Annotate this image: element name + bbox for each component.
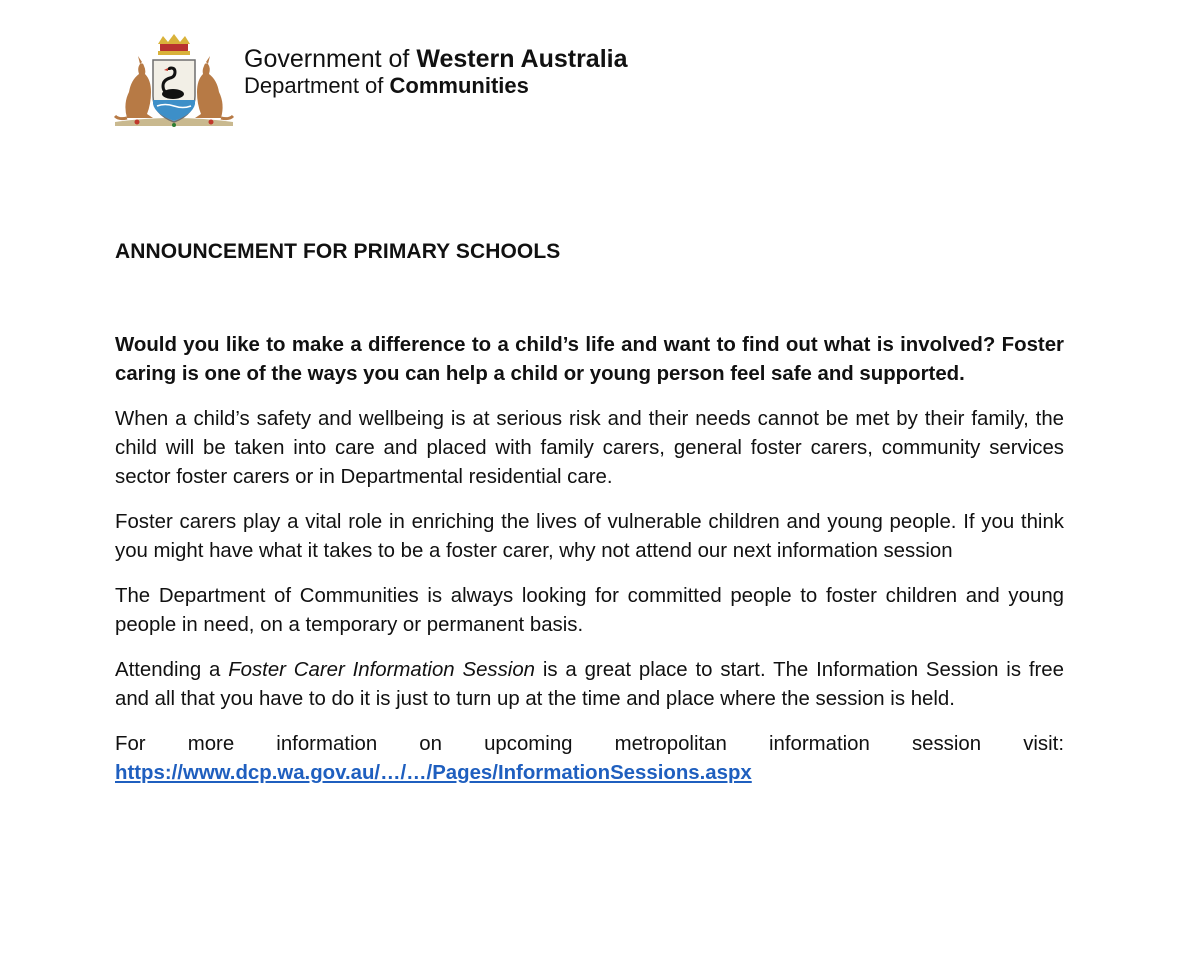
department-prefix: Department of (244, 73, 384, 98)
more-info-text: For more information on upcoming metropolitan information session visit: (115, 733, 1064, 755)
info-session-text-after: is a great place to start. The Information Session is free and all that you have to do it is just to turn up at the time and place where the session is held. (115, 659, 1064, 710)
document-title: ANNOUNCEMENT FOR PRIMARY SCHOOLS (115, 240, 561, 263)
paragraph-more-info (115, 730, 1064, 788)
document-body (115, 331, 1064, 804)
organisation-name (244, 46, 628, 98)
coat-of-arms-icon (113, 34, 235, 130)
lead-paragraph: Would you like to make a difference to a child’s life and want to find out what is involved? Foster caring is one of the ways you can help a child or young person feel safe and supported. (115, 334, 1064, 385)
paragraph-foster-role: Foster carers play a vital role in enriching the lives of vulnerable children and young people. If you think you might have what it takes to be a foster carer, why not attend our next information session (115, 511, 1064, 562)
department-name: Communities (389, 73, 529, 98)
info-sessions-link[interactable]: https://www.dcp.wa.gov.au/…/…/Pages/InformationSessions.aspx (115, 762, 752, 784)
paragraph-care-placement: When a child’s safety and wellbeing is at serious risk and their needs cannot be met by their family, the child will be taken into care and placed with family carers, general foster carers, community services sector foster carers or in Departmental residential care. (115, 408, 1064, 488)
info-session-text-before: Attending a (115, 659, 229, 681)
letterhead (113, 34, 673, 130)
government-prefix: Government of (244, 45, 410, 73)
government-line (244, 46, 628, 73)
government-name: Western Australia (416, 45, 628, 73)
department-line (244, 73, 628, 98)
info-session-name: Foster Carer Information Session (228, 659, 536, 681)
paragraph-info-session (115, 656, 1064, 714)
paragraph-department: The Department of Communities is always looking for committed people to foster children and young people in need, on a temporary or permanent basis. (115, 585, 1064, 636)
